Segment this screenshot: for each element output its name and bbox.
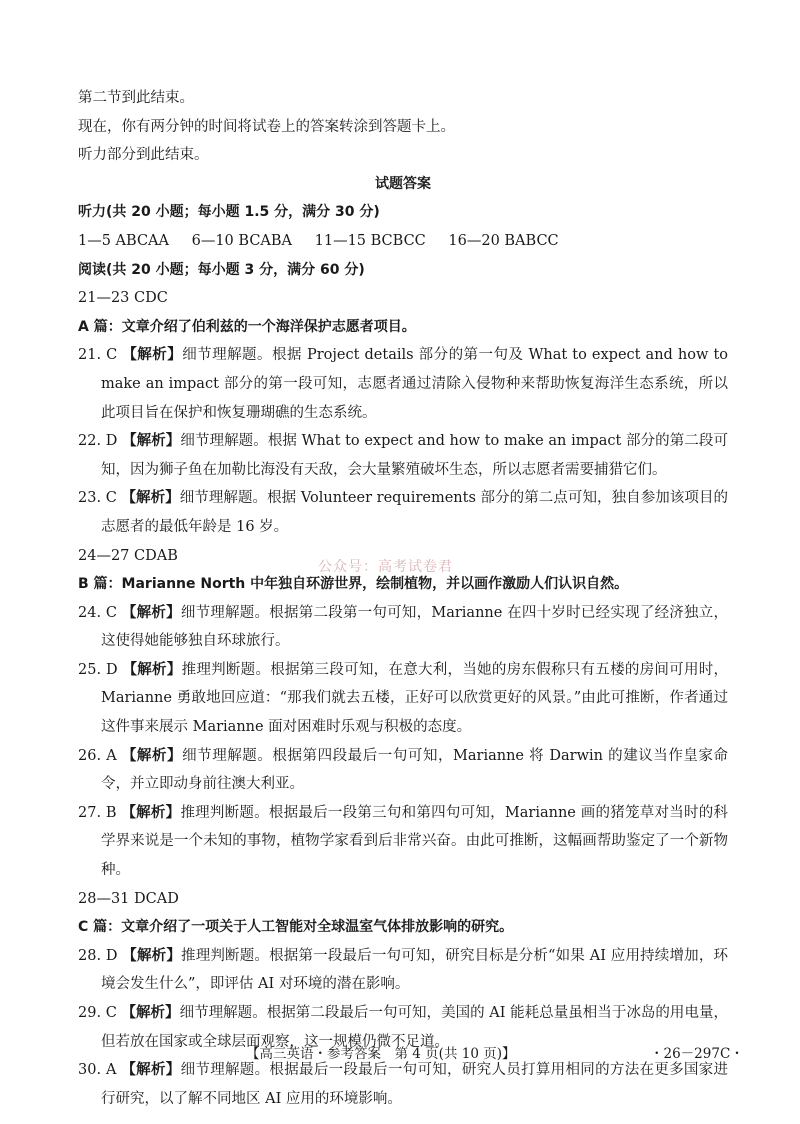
item-tag: 【解析】 [122,347,183,364]
item-number: 22. D [78,433,118,450]
item-text: 细节理解题。根据 Volunteer requirements 部分的第二点可知，独自参加该项目的志愿者的最低年龄是 16 岁。 [101,490,729,535]
item-text: 推理判断题。根据第一段最后一句可知，研究目标是分析“如果 AI 应用持续增加，环境会发生什么”，即评估 AI 对环境的潜在影响。 [101,947,729,993]
listening-answers [78,227,728,256]
item-number: 23. C [78,490,117,507]
answer-item-27 [78,799,728,885]
section-b-range: 24—27 CDAB [78,547,178,564]
answer-item-28 [78,942,728,999]
item-tag: 【解析】 [121,1062,181,1079]
answer-item-22 [78,427,728,484]
section-a-title: A 篇：文章介绍了伯利兹的一个海洋保护志愿者项目。 [78,318,416,335]
item-text: 细节理解题。根据 What to expect and how to make an impact 部分的第二段可知，因为狮子鱼在加勒比海没有天敌，会大量繁殖破坏生态，所以志愿者需要捕猎它们。 [101,433,728,478]
item-tag: 【解析】 [122,433,181,450]
listening-header: 听力(共 20 小题；每小题 1.5 分，满分 30 分) [78,204,380,221]
item-text: 细节理解题。根据 Project details 部分的第一句及 What to expect and how to make an impact 部分的第一段可知，志愿者通过清除入侵物种来帮助恢复海洋生态系统，所以此项目旨在保护和恢复珊瑚礁的生态系统。 [101,347,729,421]
listening-group-3: 11—15 BCBCC [314,232,426,249]
item-text: 推理判断题。根据最后一段第三句和第四句可知，Marianne 画的猪笼草对当时的科学界来说是一个未知的事物，植物学家看到后非常兴奋。由此可推断，这幅画帮助鉴定了一个新物种。 [101,804,728,879]
item-text: 细节理解题。根据最后一段最后一句可知，研究人员打算用相同的方法在更多国家进行研究，以了解不同地区 AI 应用的环境影响。 [101,1062,729,1107]
section-c-title: C 篇：文章介绍了一项关于人工智能对全球温室气体排放影响的研究。 [78,919,514,936]
answer-item-26 [78,742,728,799]
listening-group-2: 6—10 BCABA [191,232,293,249]
answer-item-23 [78,484,728,541]
item-tag: 【解析】 [122,661,182,678]
item-number: 21. C [78,347,118,364]
listening-group-1: 1—5 ABCAA [78,232,169,249]
item-text: 推理判断题。根据第三段可知，在意大利，当她的房东假称只有五楼的房间可用时，Marianne 勇敢地回应道：“那我们就去五楼，正好可以欣赏更好的风景。”由此可推断，作者通过这件事来展示 Marianne 面对困难时乐观与积极的态度。 [101,661,729,736]
answers-title: 试题答案 [375,175,431,192]
item-tag: 【解析】 [121,1005,180,1021]
item-number: 27. B [78,804,117,821]
answer-item-25 [78,656,728,742]
answer-item-24 [78,599,728,656]
item-number: 30. A [78,1062,117,1079]
page-content [78,84,728,1113]
listening-group-4: 16—20 BABCC [448,232,559,249]
reading-header: 阅读(共 20 小题；每小题 3 分，满分 60 分) [78,261,365,278]
item-tag: 【解析】 [121,747,183,764]
watermark: 公众号：高考试卷君 [318,559,453,575]
section-a-range: 21—23 CDC [78,290,168,307]
item-tag: 【解析】 [121,604,181,621]
item-tag: 【解析】 [122,947,182,964]
item-number: 28. D [78,947,118,964]
answer-item-21 [78,341,728,427]
item-tag: 【解析】 [121,804,181,821]
item-text: 细节理解题。根据第二段最后一句可知，美国的 AI 能耗总量虽相当于冰岛的用电量，但若放在国家或全球层面观察，这一规模仍微不足道。 [101,1005,729,1050]
item-text: 细节理解题。根据第二段第一句可知，Marianne 在四十岁时已经实现了经济独立，这使得她能够独自环球旅行。 [101,604,729,650]
item-tag: 【解析】 [121,490,180,507]
item-number: 29. C [78,1005,117,1021]
footer-page-info: 【高三英语・参考答案 第 4 页(共 10 页)】 [246,1046,516,1062]
intro-line-1: 第二节到此结束。 [78,90,194,106]
item-number: 25. D [78,661,118,678]
item-text: 细节理解题。根据第四段最后一句可知，Marianne 将 Darwin 的建议当作皇家命令，并立即动身前往澳大利亚。 [101,747,729,793]
section-c-range: 28—31 DCAD [78,890,179,907]
item-number: 24. C [78,604,118,621]
item-number: 26. A [78,747,117,764]
footer-code: ・26－297C・ [650,1046,744,1062]
section-b-title: B 篇：Marianne North 中年独自环游世界，绘制植物，并以画作激励人们认识自然。 [78,576,629,593]
intro-line-3: 听力部分到此结束。 [78,147,209,164]
intro-line-2: 现在，你有两分钟的时间将试卷上的答案转涂到答题卡上。 [78,118,455,135]
answer-item-30 [78,1056,728,1113]
